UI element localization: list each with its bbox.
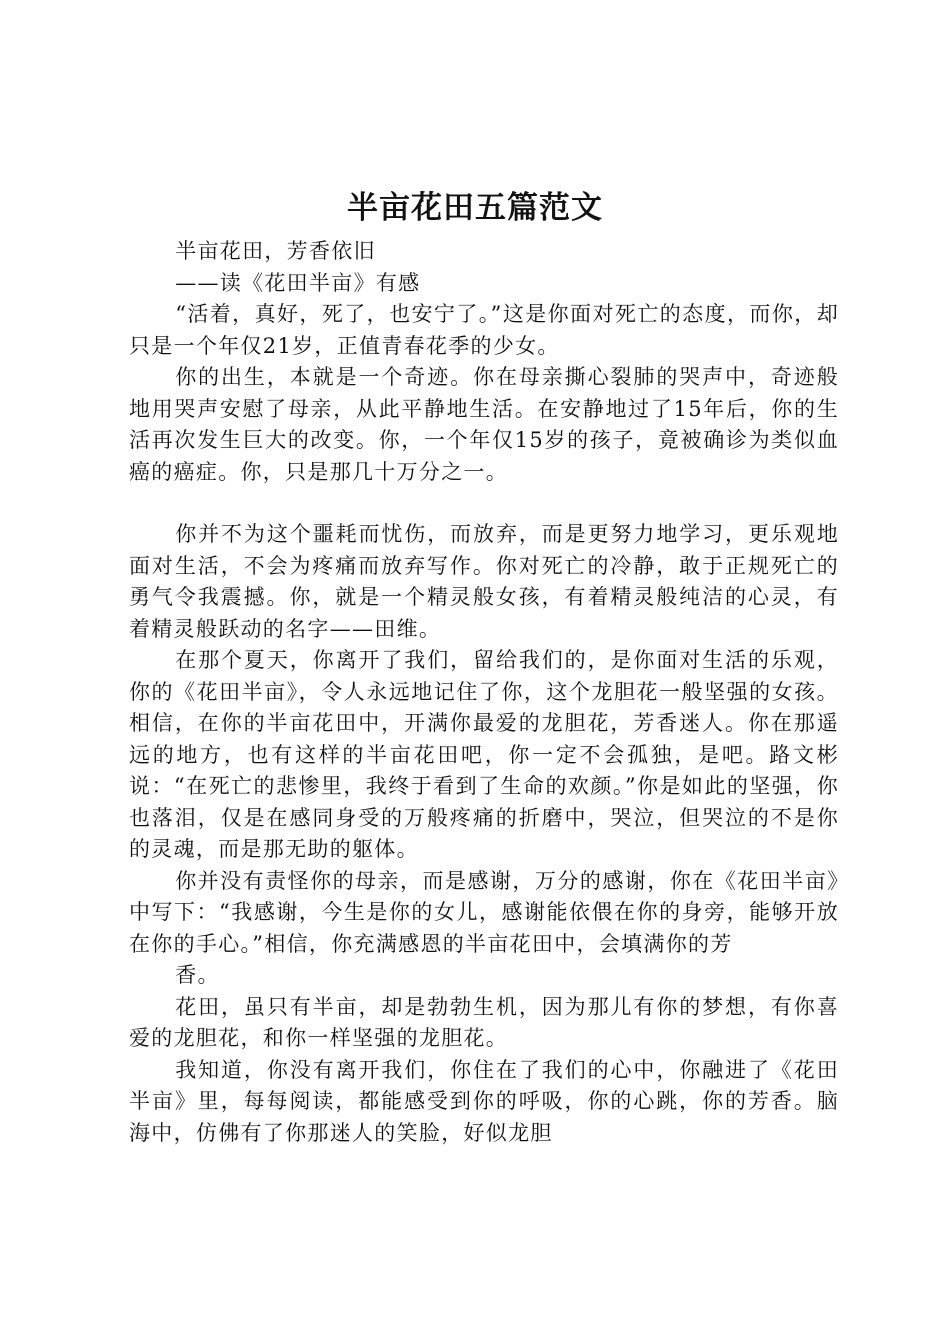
body-paragraph: 花田，虽只有半亩，却是勃勃生机，因为那儿有你的梦想，有你喜爱的龙胆花，和你一样坚强的龙胆花。 — [129, 994, 839, 1050]
body-paragraph: 你并没有责怪你的母亲，而是感谢，万分的感谢，你在《花田半亩》中写下：“我感谢，今生是你的女儿，感谢能依偎在你的身旁，能够开放在你的手心。”相信，你充满感恩的半亩花田中，会填满你的芳 — [129, 868, 839, 956]
body-paragraph: “活着，真好，死了，也安宁了。”这是你面对死亡的态度，而你，却只是一个年仅21岁，正值青春花季的少女。 — [129, 302, 839, 358]
document-body — [129, 236, 839, 1149]
body-paragraph: 我知道，你没有离开我们，你住在了我们的心中，你融进了《花田半亩》里，每每阅读，都能感受到你的呼吸，你的心跳，你的芳香。脑海中，仿佛有了你那迷人的笑脸，好似龙胆 — [129, 1057, 839, 1145]
subtitle-byline: ——读《花田半亩》有感 — [175, 270, 421, 295]
body-paragraph: 香。 — [175, 963, 220, 987]
document-title: 半亩花田五篇范文 — [347, 190, 603, 226]
body-paragraph: 你并不为这个噩耗而忧伤，而放弃，而是更努力地学习，更乐观地面对生活，不会为疼痛而放弃写作。你对死亡的冷静，敢于正规死亡的勇气令我震撼。你，就是一个精灵般女孩，有着精灵般纯洁的心灵，有着精灵般跃动的名字——田维。 — [129, 522, 839, 641]
subtitle-line: 半亩花田，芳香依旧 — [175, 239, 376, 263]
body-paragraph: 在那个夏天，你离开了我们，留给我们的，是你面对生活的乐观，你的《花田半亩》，令人永远地记住了你，这个龙胆花一般坚强的女孩。相信，在你的半亩花田中，开满你最爱的龙胆花，芳香迷人。你在那遥远的地方，也有这样的半亩花田吧，你一定不会孤独，是吧。路文彬说：“在死亡的悲惨里，我终于看到了生命的欢颜。”你是如此的坚强，你也落泪，仅是在感同身受的万般疼痛的折磨中，哭泣，但哭泣的不是你的灵魂，而是那无助的躯体。 — [129, 648, 839, 861]
body-paragraph: 你的出生，本就是一个奇迹。你在母亲撕心裂肺的哭声中，奇迹般地用哭声安慰了母亲，从此平静地生活。在安静地过了15年后，你的生活再次发生巨大的改变。你，一个年仅15岁的孩子，竟被确诊为类似血癌的癌症。你，只是那几十万分之一。 — [129, 365, 839, 484]
